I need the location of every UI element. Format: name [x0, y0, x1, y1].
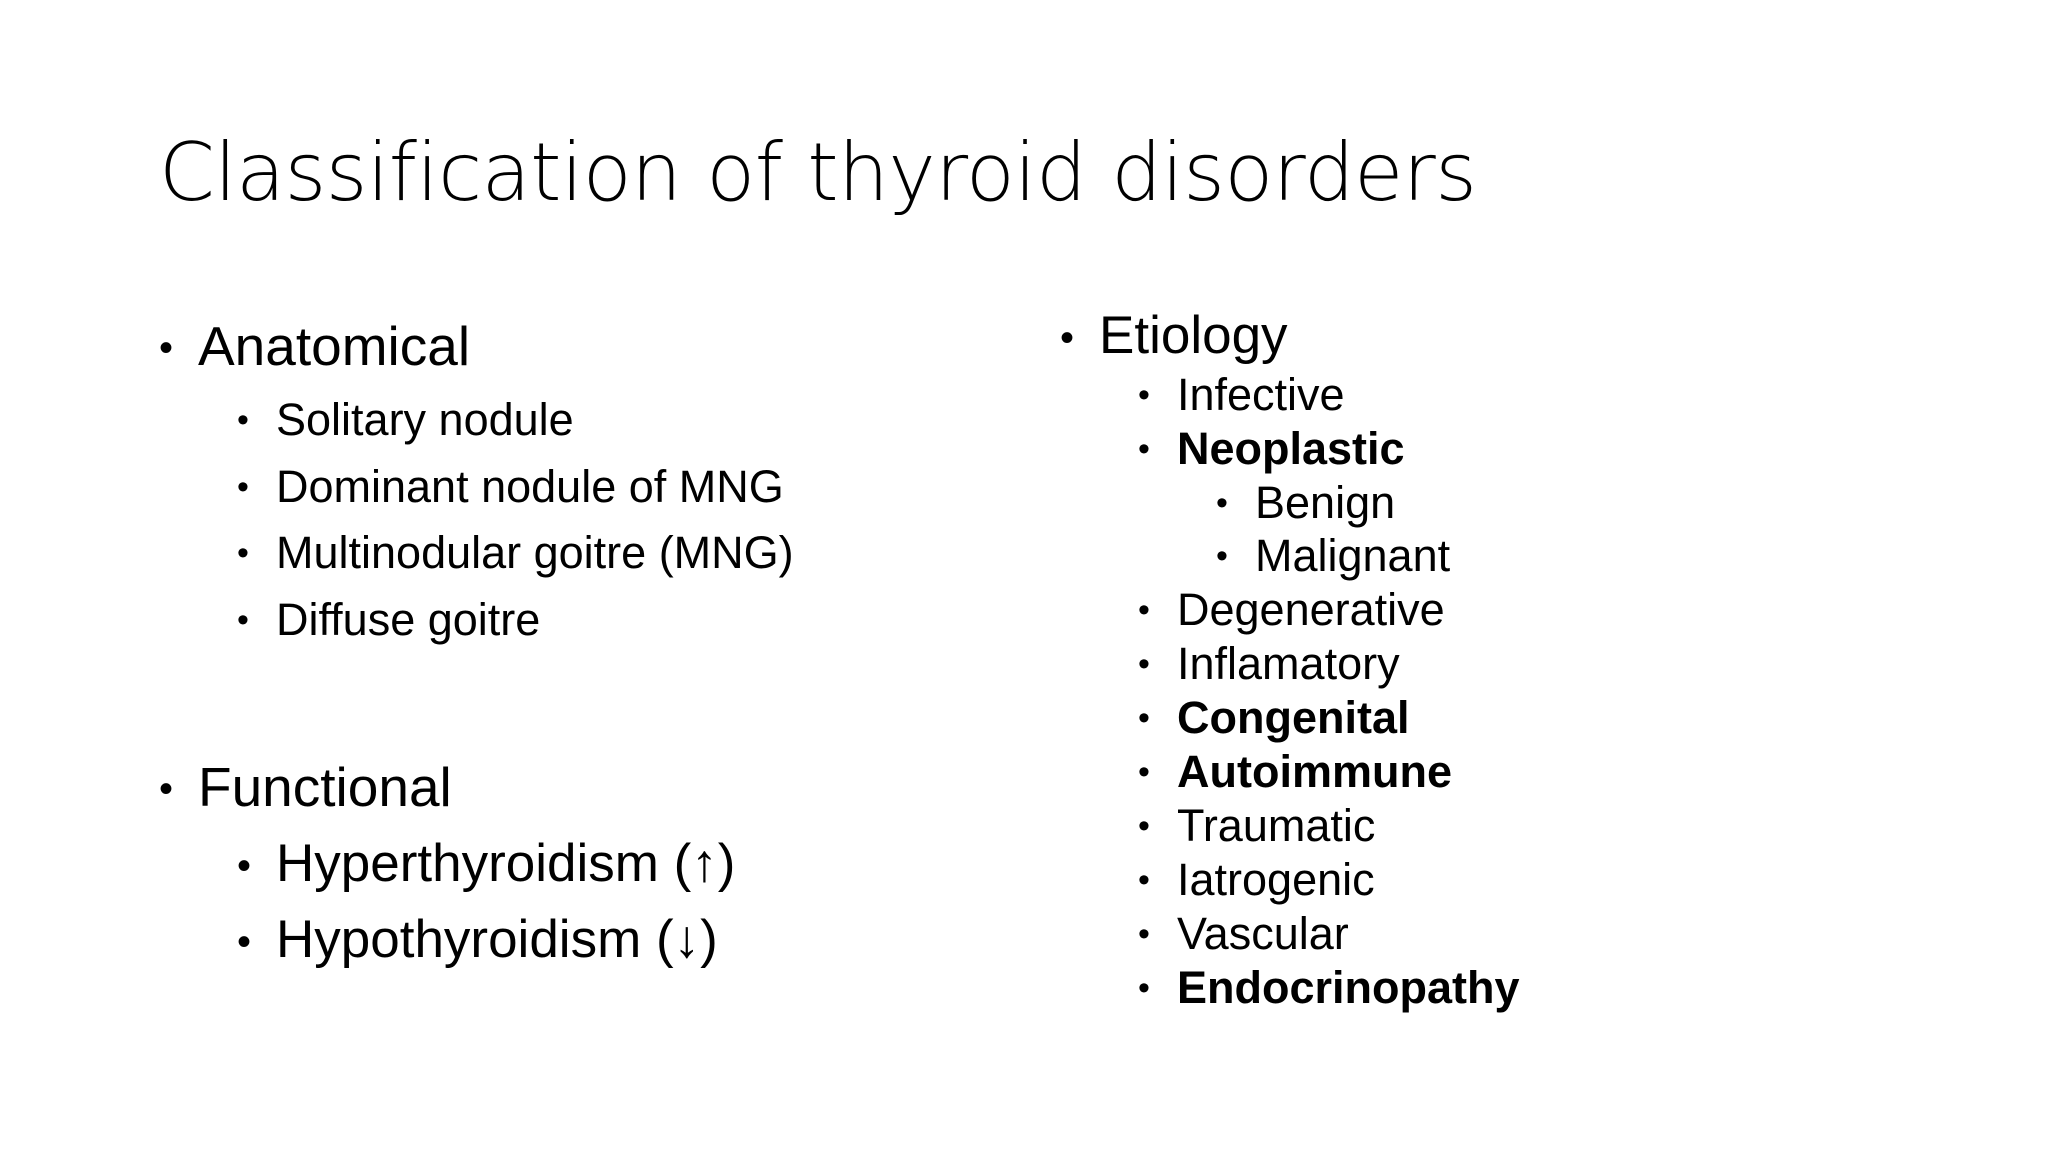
- etiology-subitem-benign: Benign: [1255, 477, 1396, 528]
- bullet: •: [1216, 537, 1228, 575]
- bullet: •: [237, 601, 249, 639]
- bullet: •: [237, 920, 252, 964]
- bullet: •: [159, 767, 174, 811]
- anatomical-item-multinodular-goitre: Multinodular goitre (MNG): [276, 527, 794, 578]
- etiology-item-congenital: Congenital: [1177, 692, 1410, 743]
- bullet: •: [1138, 915, 1150, 953]
- bullet: •: [1138, 430, 1150, 468]
- functional-item-hypothyroidism: Hypothyroidism (↓): [276, 910, 718, 969]
- etiology-item-vascular: Vascular: [1177, 908, 1349, 959]
- bullet: •: [1138, 699, 1150, 737]
- bullet: •: [1138, 861, 1150, 899]
- bullet: •: [237, 844, 252, 888]
- etiology-item-traumatic: Traumatic: [1177, 800, 1376, 851]
- bullet: •: [1138, 753, 1150, 791]
- etiology-item-inflamatory: Inflamatory: [1177, 638, 1400, 689]
- anatomical-heading-label: Anatomical: [198, 315, 471, 377]
- anatomical-item-solitary-nodule: Solitary nodule: [276, 394, 574, 445]
- functional-item-hyperthyroidism: Hyperthyroidism (↑): [276, 834, 736, 893]
- etiology-item-degenerative: Degenerative: [1177, 584, 1445, 635]
- bullet: •: [1138, 807, 1150, 845]
- bullet: •: [1138, 969, 1150, 1007]
- bullet: •: [1216, 484, 1228, 522]
- anatomical-item-diffuse-goitre: Diffuse goitre: [276, 594, 541, 645]
- bullet: •: [1138, 645, 1150, 683]
- slide-title: Classification of thyroid disorders: [159, 126, 1477, 219]
- etiology-heading-label: Etiology: [1099, 306, 1288, 365]
- etiology-item-infective: Infective: [1177, 369, 1345, 420]
- bullet: •: [159, 326, 174, 370]
- bullet: •: [1060, 316, 1075, 360]
- bullet: •: [237, 401, 249, 439]
- etiology-item-neoplastic: Neoplastic: [1177, 423, 1405, 474]
- etiology-subitem-malignant: Malignant: [1255, 530, 1451, 581]
- bullet: •: [237, 468, 249, 506]
- bullet: •: [237, 534, 249, 572]
- functional-heading-label: Functional: [198, 756, 452, 818]
- etiology-item-iatrogenic: Iatrogenic: [1177, 854, 1375, 905]
- bullet: •: [1138, 376, 1150, 414]
- bullet: •: [1138, 591, 1150, 629]
- anatomical-item-dominant-nodule: Dominant nodule of MNG: [276, 461, 784, 512]
- etiology-item-endocrinopathy: Endocrinopathy: [1177, 962, 1520, 1013]
- etiology-item-autoimmune: Autoimmune: [1177, 746, 1452, 797]
